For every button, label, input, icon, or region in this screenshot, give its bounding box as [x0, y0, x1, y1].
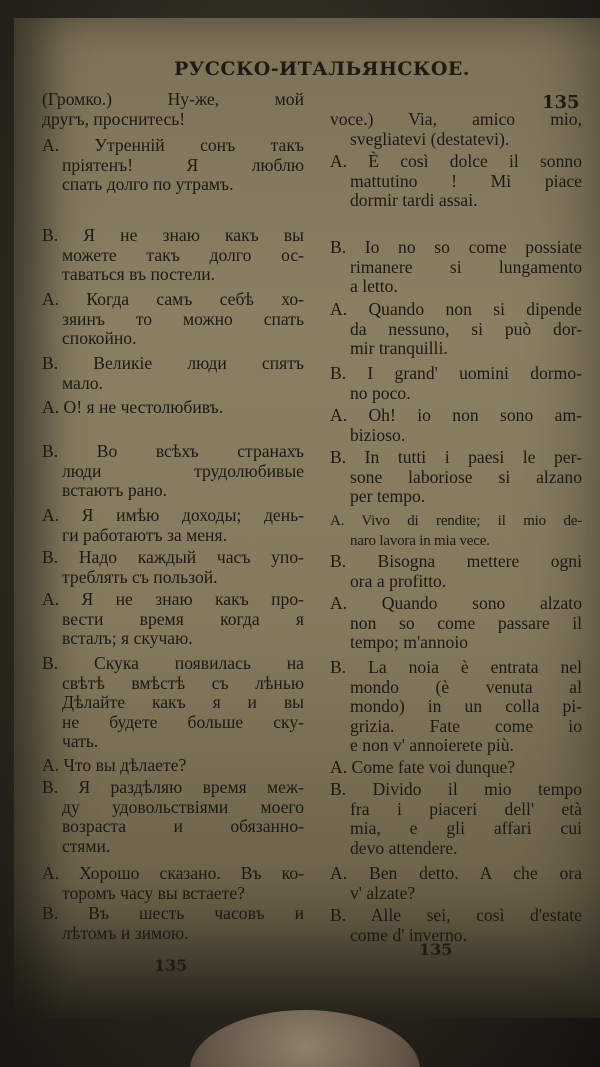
dialogue-entry-ru [42, 90, 304, 129]
text-line: А. Утренній сонъ такъ [42, 135, 304, 155]
text-line: A. Quando sono alzato [330, 593, 582, 613]
dialogue-entry-it [330, 780, 582, 858]
text-line: Дѣлайте какъ я и вы [62, 692, 304, 713]
dialogue-entry-it [330, 300, 582, 359]
text-line: mondo (è venuta al [350, 676, 582, 697]
text-line: da nessuno, si può dor- [350, 318, 582, 339]
text-line: люди трудолюбивые [62, 460, 304, 481]
dialogue-entry-ru [42, 136, 304, 195]
text-line: А. Когда самъ себѣ хо- [42, 289, 304, 309]
text-line: B. Alle sei, così d'estate [330, 905, 582, 925]
dialogue-entry-ru [42, 548, 304, 587]
text-line: devo attendere. [350, 837, 458, 858]
text-line: А. Я не знаю какъ про- [42, 589, 304, 609]
text-line: можете такъ долго ос- [62, 244, 304, 265]
text-line: ги работаютъ за меня. [62, 524, 227, 545]
text-line: A. Vivo di rendite; il mio de- [330, 513, 582, 529]
text-line: чать. [62, 731, 99, 752]
text-line: mia, e gli affari cui [350, 818, 582, 839]
text-line: a letto. [350, 276, 398, 297]
text-line: mattutino ! Mi piace [350, 170, 582, 191]
footer-page-number-left: 135 [154, 956, 188, 975]
text-line: tempo; m'annoio [350, 632, 469, 653]
dialogue-entry-ru [42, 442, 304, 501]
text-line: В. Въ шесть часовъ и [42, 903, 304, 923]
footer-page-number-right: 135 [419, 940, 453, 959]
text-line: всталъ; я скучаю. [62, 628, 193, 649]
dialogue-entry-ru [42, 654, 304, 752]
text-line: ду удовольствіями моего [62, 796, 304, 817]
text-line: v' alzate? [350, 882, 416, 903]
text-line: лѣтомъ и зимою. [62, 922, 189, 943]
dialogue-entry-it [330, 448, 582, 507]
dialogue-entry-it [330, 110, 582, 149]
dialogue-entry-ru [42, 864, 304, 903]
text-line: B. Bisogna mettere ogni [330, 551, 582, 571]
text-line: В. Я не знаю какъ вы [42, 225, 304, 245]
dialogue-entry-it [330, 594, 582, 653]
dialogue-entry-ru [42, 778, 304, 856]
text-line: возраста и обязанно- [62, 816, 304, 837]
text-line: торомъ часу вы встаете? [62, 882, 245, 903]
text-line: треблять съ пользой. [62, 566, 218, 587]
text-line: A. Oh! io non sono am- [330, 405, 582, 425]
text-line: В. Во всѣхъ странахъ [42, 441, 304, 461]
text-line: svegliatevi (destatevi). [350, 128, 510, 149]
dialogue-entry-it [330, 864, 582, 903]
text-line: В. Великіе люди спятъ [42, 353, 304, 373]
text-line: другъ, проснитесь! [42, 108, 186, 129]
text-line: зяинъ то можно спать [62, 308, 304, 329]
text-line: встаютъ рано. [62, 480, 168, 501]
text-line: не будете больше ску- [62, 711, 304, 732]
text-line: voce.) Via, amico mio, [330, 109, 582, 129]
text-line: ora a profitto. [350, 570, 447, 591]
text-line: dormir tardi assai. [350, 190, 478, 211]
text-line: B. La noia è entrata nel [330, 657, 582, 677]
text-line: B. Io no so come possiate [330, 237, 582, 257]
dialogue-entry-ru [42, 226, 304, 285]
text-line: no poco. [350, 382, 411, 403]
text-line: А. О! я не честолюбивъ. [42, 397, 224, 417]
text-line: спокойно. [62, 328, 137, 349]
dialogue-entry-it [330, 364, 582, 403]
dialogue-entry-ru [42, 506, 304, 545]
thumb [190, 1010, 420, 1067]
dialogue-entry-it [330, 406, 582, 445]
dialogue-entry-it [330, 152, 582, 211]
dialogue-entry-it [330, 512, 582, 551]
text-line: grizia. Fate come io [350, 715, 582, 736]
text-line: fra i piaceri dell' età [350, 798, 582, 819]
text-line: A. È così dolce il sonno [330, 151, 582, 171]
text-line: пріятенъ! Я люблю [62, 154, 304, 175]
text-line: come d' inverno. [350, 924, 468, 945]
dialogue-entry-it [330, 238, 582, 297]
dialogue-entry-ru [42, 354, 304, 393]
dialogue-entry-ru [42, 756, 304, 776]
text-line: (Громко.) Ну-же, мой [42, 89, 304, 109]
dialogue-entry-ru [42, 590, 304, 649]
text-line: А. Что вы дѣлаете? [42, 755, 187, 775]
text-line: B. I grand' uomini dormo- [330, 363, 582, 383]
dialogue-entry-it [330, 552, 582, 591]
text-line: non so come passare il [350, 612, 582, 633]
page-number-top: 135 [542, 92, 580, 113]
text-line: naro lavora in mia vece. [350, 532, 490, 549]
text-line: стями. [62, 835, 111, 856]
text-line: per tempo. [350, 486, 426, 507]
text-line: мало. [62, 372, 103, 393]
text-line: В. Скука появилась на [42, 653, 304, 673]
text-line: e non v' annoierete più. [350, 735, 514, 756]
text-line: спать долго по утрамъ. [62, 174, 234, 195]
text-line: A. Quando non si dipende [330, 299, 582, 319]
text-line: В. Надо каждый часъ упо- [42, 547, 304, 567]
text-line: А. Я имѣю доходы; день- [42, 505, 304, 525]
text-line: bizioso. [350, 424, 406, 445]
dialogue-entry-it [330, 658, 582, 756]
book-page [14, 18, 600, 1018]
dialogue-entry-it [330, 906, 582, 945]
text-line: rimanere si lungamento [350, 256, 582, 277]
dialogue-entry-ru [42, 398, 304, 418]
text-line: вести время когда я [62, 608, 304, 629]
dialogue-entry-it [330, 758, 582, 778]
dialogue-entry-ru [42, 904, 304, 943]
text-line: mir tranquilli. [350, 338, 448, 359]
text-line: A. Ben detto. A che ora [330, 863, 582, 883]
text-line: свѣтѣ вмѣстѣ съ лѣнью [62, 672, 304, 693]
dialogue-entry-ru [42, 290, 304, 349]
text-line: B. In tutti i paesi le per- [330, 447, 582, 467]
text-line: В. Я раздѣляю время меж- [42, 777, 304, 797]
text-line: sone laboriose si alzano [350, 466, 582, 487]
page-header-title: РУССКО-ИТАЛЬЯНСКОЕ. [174, 58, 470, 80]
text-line: mondo) in un colla pi- [350, 696, 582, 717]
text-line: A. Come fate voi dunque? [330, 757, 516, 777]
text-line: B. Divido il mio tempo [330, 779, 582, 799]
text-line: таваться въ постели. [62, 264, 216, 285]
text-line: А. Хорошо сказано. Въ ко- [42, 863, 304, 883]
